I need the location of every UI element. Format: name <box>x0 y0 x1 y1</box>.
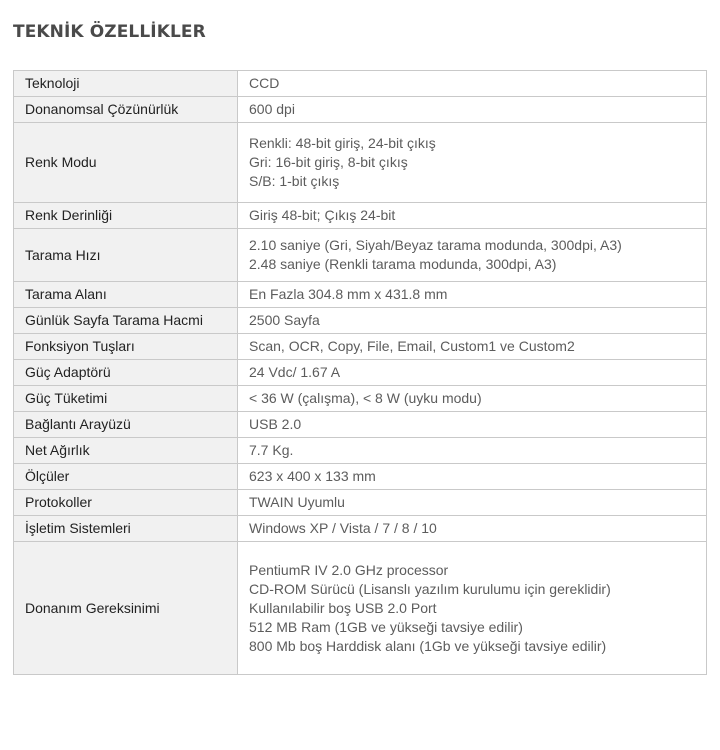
spec-value-line: 7.7 Kg. <box>249 442 294 458</box>
spec-value-line: Scan, OCR, Copy, File, Email, Custom1 ve Custom2 <box>249 338 575 354</box>
spec-label: Fonksiyon Tuşları <box>14 334 238 360</box>
spec-value <box>238 438 707 464</box>
spec-value-line: Windows XP / Vista / 7 / 8 / 10 <box>249 520 437 536</box>
spec-value-line: 2.10 saniye (Gri, Siyah/Beyaz tarama modunda, 300dpi, A3) <box>249 237 622 253</box>
spec-value <box>238 71 707 97</box>
spec-value <box>238 490 707 516</box>
spec-value <box>238 282 707 308</box>
table-row <box>14 360 707 386</box>
spec-value <box>238 386 707 412</box>
spec-label: Tarama Alanı <box>14 282 238 308</box>
table-row <box>14 71 707 97</box>
page-title: TEKNİK ÖZELLİKLER <box>13 22 206 42</box>
spec-label: Renk Derinliği <box>14 203 238 229</box>
spec-value-line: USB 2.0 <box>249 416 302 432</box>
table-row <box>14 412 707 438</box>
spec-value <box>238 542 707 675</box>
spec-label: Renk Modu <box>14 123 238 203</box>
spec-value-line: 2.48 saniye (Renkli tarama modunda, 300dpi, A3) <box>249 256 557 272</box>
table-row <box>14 386 707 412</box>
spec-value-line: 2500 Sayfa <box>249 312 320 328</box>
spec-value-line: Kullanılabilir boş USB 2.0 Port <box>249 599 437 616</box>
spec-value-line: 800 Mb boş Harddisk alanı (1Gb ve yükseği tavsiye edilir) <box>249 637 607 654</box>
spec-value <box>238 516 707 542</box>
spec-value-line: Gri: 16-bit giriş, 8-bit çıkış <box>249 154 408 170</box>
spec-value-line: CD-ROM Sürücü (Lisanslı yazılım kurulumu için gereklidir) <box>249 580 611 597</box>
spec-label: Ölçüler <box>14 464 238 490</box>
spec-value <box>238 308 707 334</box>
spec-value-line: 623 x 400 x 133 mm <box>249 468 376 484</box>
spec-label: Güç Adaptörü <box>14 360 238 386</box>
table-row <box>14 203 707 229</box>
spec-value <box>238 360 707 386</box>
spec-value-line: PentiumR IV 2.0 GHz processor <box>249 561 449 578</box>
spec-label: Bağlantı Arayüzü <box>14 412 238 438</box>
spec-value-line: Renkli: 48-bit giriş, 24-bit çıkış <box>249 135 436 151</box>
table-row <box>14 97 707 123</box>
spec-value <box>238 229 707 282</box>
table-row <box>14 464 707 490</box>
table-row <box>14 282 707 308</box>
table-row <box>14 490 707 516</box>
spec-value <box>238 464 707 490</box>
spec-label: Günlük Sayfa Tarama Hacmi <box>14 308 238 334</box>
table-row <box>14 516 707 542</box>
spec-label: Teknoloji <box>14 71 238 97</box>
table-row <box>14 123 707 203</box>
spec-value <box>238 334 707 360</box>
spec-value <box>238 412 707 438</box>
table-row <box>14 334 707 360</box>
spec-value <box>238 123 707 203</box>
spec-label: Net Ağırlık <box>14 438 238 464</box>
spec-value-line: 600 dpi <box>249 101 295 117</box>
spec-value <box>238 97 707 123</box>
spec-table <box>13 70 707 675</box>
spec-value-line: TWAIN Uyumlu <box>249 494 345 510</box>
table-row <box>14 438 707 464</box>
spec-value-line: < 36 W (çalışma), < 8 W (uyku modu) <box>249 390 482 406</box>
spec-value <box>238 203 707 229</box>
spec-label: İşletim Sistemleri <box>14 516 238 542</box>
spec-label: Protokoller <box>14 490 238 516</box>
spec-label: Donanomsal Çözünürlük <box>14 97 238 123</box>
spec-label: Tarama Hızı <box>14 229 238 282</box>
spec-label: Güç Tüketimi <box>14 386 238 412</box>
spec-value-line: 512 MB Ram (1GB ve yükseği tavsiye edilir) <box>249 618 523 635</box>
table-row <box>14 542 707 675</box>
table-row <box>14 229 707 282</box>
spec-label: Donanım Gereksinimi <box>14 542 238 675</box>
spec-value-line: Giriş 48-bit; Çıkış 24-bit <box>249 207 396 223</box>
spec-value-line: S/B: 1-bit çıkış <box>249 173 340 189</box>
spec-value-line: 24 Vdc/ 1.67 A <box>249 364 341 380</box>
spec-value-line: CCD <box>249 75 280 91</box>
spec-value-line: En Fazla 304.8 mm x 431.8 mm <box>249 286 448 302</box>
table-row <box>14 308 707 334</box>
